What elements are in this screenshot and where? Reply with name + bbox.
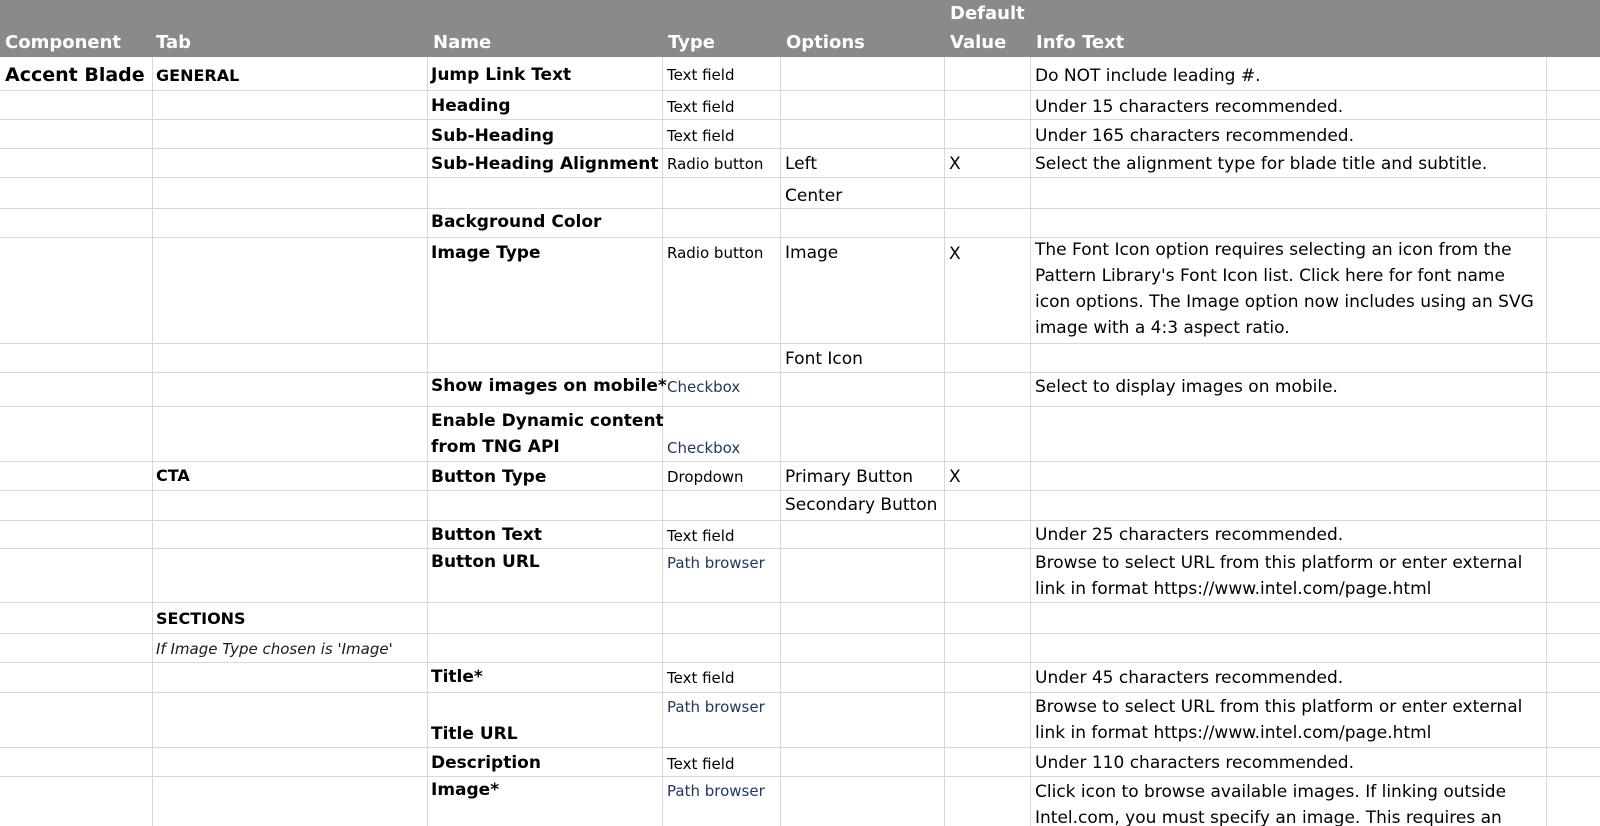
field-name[interactable]: Title* bbox=[431, 667, 483, 687]
field-name[interactable]: Enable Dynamic content from TNG API bbox=[431, 411, 664, 457]
field-name[interactable]: Sub-Heading Alignment bbox=[431, 154, 659, 174]
field-name[interactable]: Button Text bbox=[431, 525, 542, 545]
grid-row-line bbox=[0, 662, 1600, 663]
grid-column-line bbox=[152, 57, 153, 826]
field-name[interactable]: Image Type bbox=[431, 243, 541, 263]
field-type[interactable]: Radio button bbox=[667, 155, 764, 173]
field-type[interactable]: Checkbox bbox=[667, 439, 741, 457]
info-text[interactable]: Select to display images on mobile. bbox=[1035, 377, 1338, 397]
grid-row-line bbox=[0, 520, 1600, 521]
header-default-line1[interactable]: Default bbox=[950, 3, 1025, 24]
default-value[interactable]: X bbox=[949, 467, 961, 487]
grid-row-line bbox=[0, 461, 1600, 462]
grid-row-line bbox=[0, 177, 1600, 178]
info-text[interactable]: Under 15 characters recommended. bbox=[1035, 97, 1344, 117]
option-value[interactable]: Primary Button bbox=[785, 467, 914, 487]
field-name[interactable]: Description bbox=[431, 753, 541, 773]
info-text[interactable]: Click icon to browse available images. If linking outside Intel.com, you must specify an image. This requires an bbox=[1035, 782, 1507, 826]
info-text[interactable]: Under 165 characters recommended. bbox=[1035, 126, 1354, 146]
tab-cta[interactable]: CTA bbox=[156, 466, 190, 485]
grid-row-line bbox=[0, 633, 1600, 634]
field-type[interactable]: Path browser bbox=[667, 782, 765, 800]
option-value[interactable]: Left bbox=[785, 154, 817, 174]
field-type[interactable]: Text field bbox=[667, 527, 735, 545]
info-text[interactable]: Browse to select URL from this platform or enter external link in format https://www.intel.com/page.html bbox=[1035, 697, 1523, 743]
field-type[interactable]: Dropdown bbox=[667, 468, 744, 486]
grid-row-line bbox=[0, 602, 1600, 603]
info-text[interactable]: Under 110 characters recommended. bbox=[1035, 753, 1354, 773]
header-info[interactable]: Info Text bbox=[1036, 32, 1125, 53]
grid-row-line bbox=[0, 548, 1600, 549]
grid-row-line bbox=[0, 343, 1600, 344]
grid-row-line bbox=[0, 372, 1600, 373]
field-type[interactable]: Path browser bbox=[667, 554, 765, 572]
grid-row-line bbox=[0, 90, 1600, 91]
grid-column-line bbox=[1030, 57, 1031, 826]
field-name[interactable]: Jump Link Text bbox=[431, 65, 572, 85]
header-name[interactable]: Name bbox=[433, 32, 492, 53]
field-type[interactable]: Radio button bbox=[667, 244, 764, 262]
field-name[interactable]: Show images on mobile* bbox=[431, 376, 667, 396]
grid-row-line bbox=[0, 776, 1600, 777]
info-text[interactable]: Under 25 characters recommended. bbox=[1035, 525, 1344, 545]
field-type[interactable]: Text field bbox=[667, 127, 735, 145]
field-name[interactable]: Button URL bbox=[431, 552, 540, 572]
grid-column-line bbox=[780, 57, 781, 826]
option-value[interactable]: Secondary Button bbox=[785, 495, 938, 515]
grid-row-line bbox=[0, 490, 1600, 491]
field-name[interactable]: Background Color bbox=[431, 212, 602, 232]
tab-general[interactable]: GENERAL bbox=[156, 66, 240, 85]
grid-row-line bbox=[0, 406, 1600, 407]
field-name[interactable]: Heading bbox=[431, 96, 511, 116]
tab-sections[interactable]: SECTIONS bbox=[156, 609, 246, 628]
field-name[interactable]: Image* bbox=[431, 780, 500, 800]
grid-column-line bbox=[427, 57, 428, 826]
info-text[interactable]: Select the alignment type for blade title and subtitle. bbox=[1035, 154, 1488, 174]
field-type[interactable]: Path browser bbox=[667, 698, 765, 716]
header-default-line2[interactable]: Value bbox=[950, 32, 1007, 53]
grid-row-line bbox=[0, 148, 1600, 149]
default-value[interactable]: X bbox=[949, 154, 961, 174]
component-name[interactable]: Accent Blade bbox=[5, 64, 145, 86]
field-type[interactable]: Text field bbox=[667, 669, 735, 687]
field-type[interactable]: Text field bbox=[667, 755, 735, 773]
option-value[interactable]: Font Icon bbox=[785, 349, 863, 369]
field-name[interactable]: Title URL bbox=[431, 724, 518, 744]
field-type[interactable]: Text field bbox=[667, 66, 735, 84]
field-type[interactable]: Checkbox bbox=[667, 378, 741, 396]
field-name[interactable]: Button Type bbox=[431, 467, 547, 487]
header-row bbox=[0, 0, 1600, 57]
grid-row-line bbox=[0, 692, 1600, 693]
header-tab[interactable]: Tab bbox=[156, 32, 191, 53]
option-value[interactable]: Center bbox=[785, 186, 843, 206]
info-text[interactable]: Under 45 characters recommended. bbox=[1035, 668, 1344, 688]
header-options[interactable]: Options bbox=[786, 32, 865, 53]
sections-note[interactable]: If Image Type chosen is 'Image' bbox=[156, 640, 393, 658]
option-value[interactable]: Image bbox=[785, 243, 839, 263]
grid-column-line bbox=[1546, 57, 1547, 826]
field-name[interactable]: Sub-Heading bbox=[431, 126, 555, 146]
info-text[interactable]: The Font Icon option requires selecting an icon from the Pattern Library's Font Icon list. Click here for font name icon options. The Image option now includes using an SVG image with a 4:3 aspect ratio. bbox=[1035, 240, 1534, 338]
info-text[interactable]: Do NOT include leading #. bbox=[1035, 66, 1261, 86]
grid-row-line bbox=[0, 119, 1600, 120]
header-component[interactable]: Component bbox=[5, 32, 122, 53]
grid-row-line bbox=[0, 747, 1600, 748]
info-text[interactable]: Browse to select URL from this platform or enter external link in format https://www.intel.com/page.html bbox=[1035, 553, 1523, 599]
grid-column-line bbox=[944, 57, 945, 826]
grid-row-line bbox=[0, 208, 1600, 209]
default-value[interactable]: X bbox=[949, 244, 961, 264]
header-type[interactable]: Type bbox=[668, 32, 715, 53]
field-type[interactable]: Text field bbox=[667, 98, 735, 116]
